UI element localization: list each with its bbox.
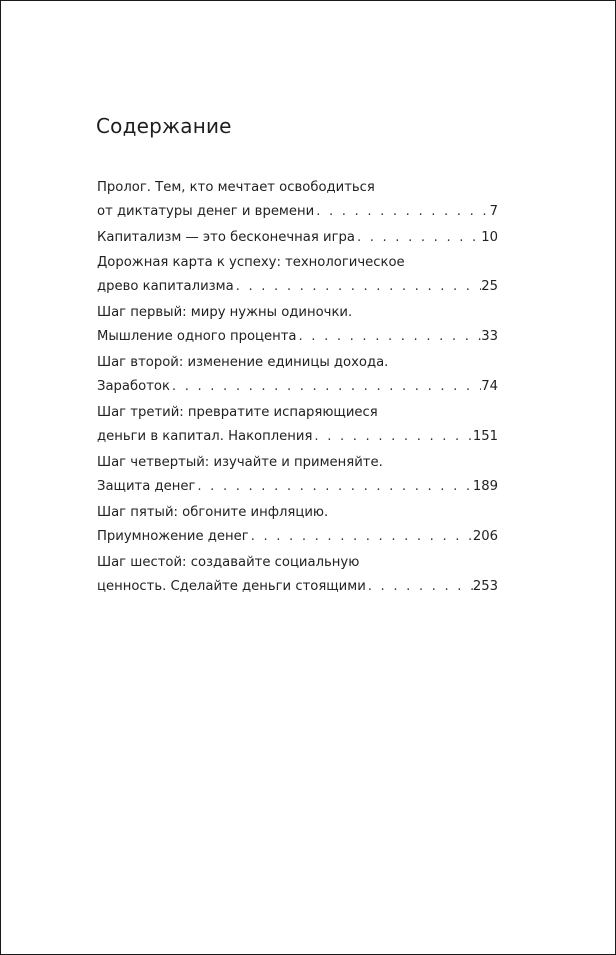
toc-entry [97, 301, 498, 351]
toc-page-number: 33 [481, 329, 498, 344]
toc-entry-title-line: ценность. Сделайте деньги стоящими [97, 579, 366, 594]
dot-leader [297, 325, 482, 349]
toc-page-number: 253 [472, 579, 498, 594]
toc-page-number: 25 [481, 279, 498, 294]
toc-entry [97, 551, 498, 601]
toc-entry-title-line: Шаг третий: превратите испаряющиеся [97, 405, 378, 420]
toc-entry-title-line: Капитализм — это бесконечная игра [97, 230, 355, 245]
dot-leader [249, 525, 473, 549]
toc-entry-title-line: Шаг четвертый: изучайте и применяйте. [97, 455, 383, 470]
toc-entry-title-line: Шаг второй: изменение единицы дохода. [97, 355, 389, 370]
toc-entry-title-line: Защита денег [97, 479, 196, 494]
toc-entry-title-line: деньги в капитал. Накопления [97, 429, 313, 444]
dot-leader [314, 200, 489, 224]
toc-entry [97, 351, 498, 401]
toc-entry [97, 251, 498, 301]
table-of-contents [97, 176, 498, 601]
toc-entry [97, 501, 498, 551]
toc-entry-title-line: Дорожная карта к успеху: технологическое [97, 255, 405, 270]
toc-entry-title-line: Пролог. Тем, кто мечтает освободиться [97, 180, 375, 195]
toc-page-number: 74 [481, 379, 498, 394]
dot-leader [170, 375, 481, 399]
toc-entry [97, 226, 498, 251]
toc-entry [97, 176, 498, 226]
toc-entry-title-line: Шаг первый: миру нужны одиночки. [97, 305, 353, 320]
toc-entry-title-line: Шаг шестой: создавайте социальную [97, 555, 360, 570]
toc-entry-title-line: Мышление одного процента [97, 329, 297, 344]
toc-entry-title-line: древо капитализма [97, 279, 234, 294]
dot-leader [195, 475, 472, 499]
toc-page-number: 151 [472, 429, 498, 444]
page-title: Содержание [96, 114, 232, 138]
toc-page-number: 189 [472, 479, 498, 494]
toc-entry [97, 401, 498, 451]
toc-page-number: 206 [472, 529, 498, 544]
toc-entry [97, 451, 498, 501]
toc-entry-title-line: Шаг пятый: обгоните инфляцию. [97, 505, 329, 520]
toc-page-number: 7 [489, 204, 498, 219]
toc-entry-title-line: Заработок [97, 379, 170, 394]
dot-leader [366, 575, 473, 599]
toc-page-number: 10 [481, 230, 498, 245]
dot-leader [234, 275, 482, 299]
dot-leader [312, 425, 472, 449]
toc-entry-title-line: Приумножение денег [97, 529, 249, 544]
dot-leader [355, 226, 481, 250]
toc-entry-title-line: от диктатуры денег и времени [97, 204, 315, 219]
